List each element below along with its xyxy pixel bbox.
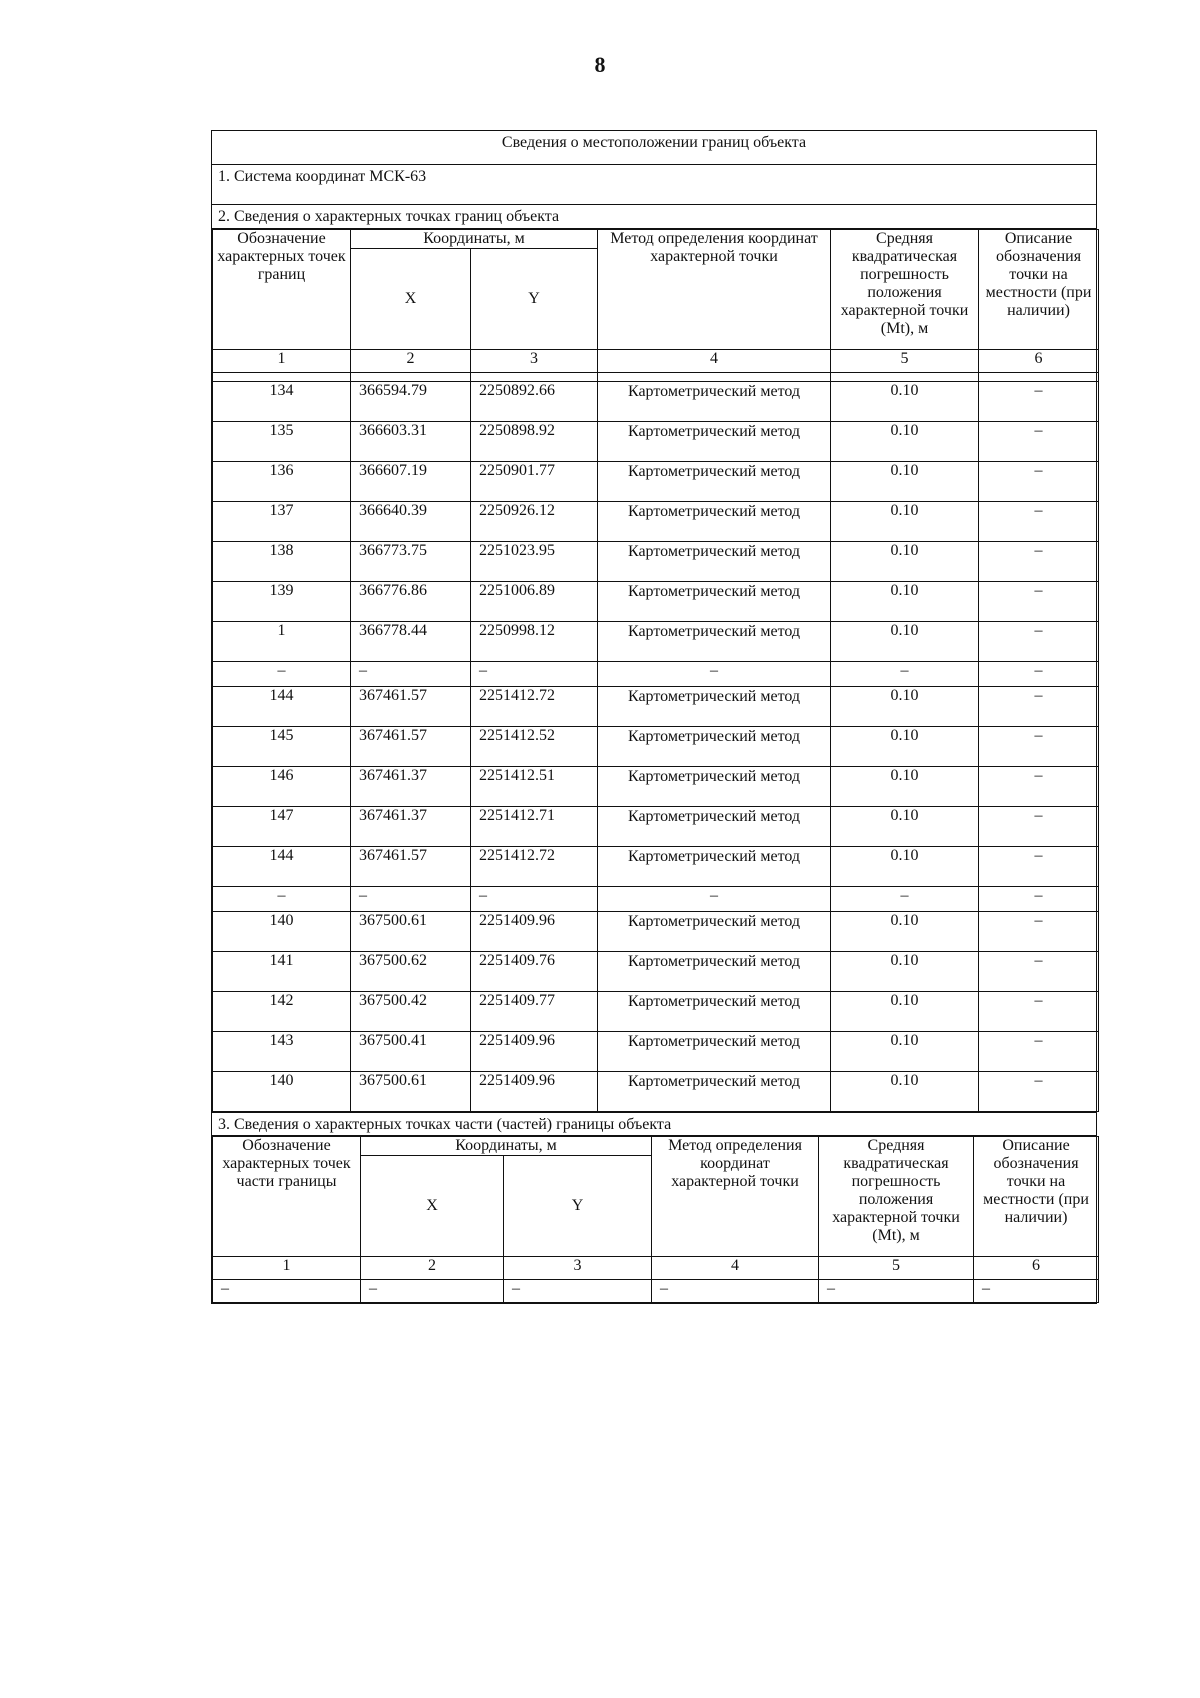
cell-desc: – [979, 767, 1099, 807]
cell-desc: – [979, 382, 1099, 422]
cell-point: – [213, 662, 351, 687]
cell-error: 0.10 [831, 727, 979, 767]
table-row [213, 992, 1099, 1032]
cell-desc: – [979, 727, 1099, 767]
table-row [213, 462, 1099, 502]
cell-point: 145 [213, 727, 351, 767]
header-part-point: Обозначение характерных точек части границы [213, 1137, 361, 1257]
cell-method: Картометрический метод [598, 502, 831, 542]
cell-y: 2250998.12 [471, 622, 598, 662]
cell-error: – [831, 887, 979, 912]
cell-x: 367500.42 [351, 992, 471, 1032]
cell-point: 143 [213, 1032, 351, 1072]
cell-desc: – [979, 992, 1099, 1032]
cell-method: Картометрический метод [598, 847, 831, 887]
cell-y: 2251412.71 [471, 807, 598, 847]
cell-x: 367461.37 [351, 767, 471, 807]
cell-x: – [351, 887, 471, 912]
table-row [213, 847, 1099, 887]
cell-method: – [652, 1280, 819, 1303]
section2-title: 2. Сведения о характерных точках границ объекта [212, 205, 1096, 229]
table-row [213, 952, 1099, 992]
cell-point: 146 [213, 767, 351, 807]
cell-error: 0.10 [831, 382, 979, 422]
cell-desc: – [979, 502, 1099, 542]
table-row [213, 912, 1099, 952]
column-number: 1 [213, 1257, 361, 1280]
cell-method: Картометрический метод [598, 767, 831, 807]
table-row [213, 422, 1099, 462]
header-part-x: X [361, 1156, 504, 1257]
cell-y: 2251412.52 [471, 727, 598, 767]
cell-x: 367500.62 [351, 952, 471, 992]
table-row [213, 542, 1099, 582]
header-x: X [351, 249, 471, 350]
cell-error: 0.10 [831, 952, 979, 992]
cell-x: 366640.39 [351, 502, 471, 542]
cell-y: 2251023.95 [471, 542, 598, 582]
cell-y: 2251412.72 [471, 847, 598, 887]
column-number: 6 [979, 350, 1099, 373]
cell-point: – [213, 887, 351, 912]
table-row [213, 502, 1099, 542]
cell-desc: – [979, 1032, 1099, 1072]
part-boundary-points-table [212, 1136, 1099, 1303]
cell-error: – [831, 662, 979, 687]
cell-method: Картометрический метод [598, 1072, 831, 1112]
table-row [213, 807, 1099, 847]
header-part-method: Метод определения координат характерной точки [652, 1137, 819, 1257]
table-row [213, 687, 1099, 727]
cell-method: Картометрический метод [598, 807, 831, 847]
boundary-sheet [211, 130, 1097, 1304]
cell-error: 0.10 [831, 1032, 979, 1072]
column-number: 5 [819, 1257, 974, 1280]
section3-title: 3. Сведения о характерных точках части (частей) границы объекта [212, 1112, 1096, 1136]
cell-y: – [504, 1280, 652, 1303]
cell-error: 0.10 [831, 542, 979, 582]
cell-x: 366778.44 [351, 622, 471, 662]
cell-y: 2250901.77 [471, 462, 598, 502]
cell-desc: – [979, 662, 1099, 687]
cell-error: 0.10 [831, 1072, 979, 1112]
table-row [213, 727, 1099, 767]
table-row [213, 1032, 1099, 1072]
cell-desc: – [979, 807, 1099, 847]
cell-method: Картометрический метод [598, 912, 831, 952]
cell-desc: – [979, 622, 1099, 662]
cell-x: – [351, 662, 471, 687]
table-row [213, 622, 1099, 662]
page-number: 8 [594, 52, 606, 77]
column-number: 3 [504, 1257, 652, 1280]
column-number: 4 [652, 1257, 819, 1280]
part-column-numbers [213, 1257, 1099, 1280]
table-row [213, 887, 1099, 912]
cell-error: 0.10 [831, 622, 979, 662]
cell-x: 367461.57 [351, 687, 471, 727]
cell-point: 144 [213, 687, 351, 727]
cell-y: 2251412.72 [471, 687, 598, 727]
cell-x: – [361, 1280, 504, 1303]
cell-point: 1 [213, 622, 351, 662]
cell-desc: – [979, 887, 1099, 912]
cell-x: 366603.31 [351, 422, 471, 462]
cell-x: 367461.57 [351, 727, 471, 767]
cell-method: Картометрический метод [598, 382, 831, 422]
cell-point: 141 [213, 952, 351, 992]
header-coords: Координаты, м [351, 230, 598, 249]
table-row [213, 1280, 1099, 1303]
column-numbers [213, 350, 1099, 373]
cell-y: 2251409.76 [471, 952, 598, 992]
cell-x: 367461.57 [351, 847, 471, 887]
cell-error: – [819, 1280, 974, 1303]
cell-y: 2250898.92 [471, 422, 598, 462]
header-error: Средняя квадратическая погрешность положения характерной точки (Mt), м [831, 230, 979, 350]
table-row [213, 767, 1099, 807]
column-number: 1 [213, 350, 351, 373]
cell-point: – [213, 1280, 361, 1303]
table-row [213, 1072, 1099, 1112]
cell-desc: – [974, 1280, 1099, 1303]
column-number: 2 [361, 1257, 504, 1280]
column-number: 5 [831, 350, 979, 373]
table-row [213, 662, 1099, 687]
cell-point: 139 [213, 582, 351, 622]
cell-method: – [598, 662, 831, 687]
cell-desc: – [979, 422, 1099, 462]
cell-method: Картометрический метод [598, 992, 831, 1032]
cell-x: 367461.37 [351, 807, 471, 847]
cell-point: 135 [213, 422, 351, 462]
cell-point: 144 [213, 847, 351, 887]
cell-error: 0.10 [831, 992, 979, 1032]
cell-x: 367500.41 [351, 1032, 471, 1072]
cell-method: Картометрический метод [598, 582, 831, 622]
cell-method: Картометрический метод [598, 1032, 831, 1072]
column-number: 3 [471, 350, 598, 373]
cell-method: – [598, 887, 831, 912]
header-part-desc: Описание обозначения точки на местности (при наличии) [974, 1137, 1099, 1257]
header-part-y: Y [504, 1156, 652, 1257]
header-method: Метод определения координат характерной точки [598, 230, 831, 350]
cell-desc: – [979, 847, 1099, 887]
cell-x: 366594.79 [351, 382, 471, 422]
cell-method: Картометрический метод [598, 542, 831, 582]
cell-method: Картометрический метод [598, 422, 831, 462]
cell-error: 0.10 [831, 422, 979, 462]
cell-desc: – [979, 912, 1099, 952]
table-row [213, 382, 1099, 422]
cell-point: 138 [213, 542, 351, 582]
cell-point: 142 [213, 992, 351, 1032]
cell-point: 147 [213, 807, 351, 847]
cell-method: Картометрический метод [598, 462, 831, 502]
cell-point: 140 [213, 912, 351, 952]
cell-method: Картометрический метод [598, 952, 831, 992]
cell-y: – [471, 887, 598, 912]
table-row [213, 582, 1099, 622]
cell-y: 2251409.96 [471, 1072, 598, 1112]
cell-point: 137 [213, 502, 351, 542]
cell-desc: – [979, 952, 1099, 992]
cell-y: 2251409.96 [471, 1032, 598, 1072]
cell-error: 0.10 [831, 462, 979, 502]
cell-y: 2250926.12 [471, 502, 598, 542]
cell-desc: – [979, 542, 1099, 582]
header-y: Y [471, 249, 598, 350]
cell-error: 0.10 [831, 582, 979, 622]
cell-error: 0.10 [831, 807, 979, 847]
cell-y: – [471, 662, 598, 687]
coordinate-system: 1. Система координат МСК-63 [212, 165, 1096, 205]
column-number: 2 [351, 350, 471, 373]
cell-error: 0.10 [831, 687, 979, 727]
cell-method: Картометрический метод [598, 727, 831, 767]
header-part-error: Средняя квадратическая погрешность положения характерной точки (Mt), м [819, 1137, 974, 1257]
cell-error: 0.10 [831, 502, 979, 542]
cell-y: 2251409.96 [471, 912, 598, 952]
cell-y: 2251412.51 [471, 767, 598, 807]
cell-y: 2250892.66 [471, 382, 598, 422]
cell-point: 136 [213, 462, 351, 502]
cell-y: 2251006.89 [471, 582, 598, 622]
cell-point: 140 [213, 1072, 351, 1112]
boundary-points-table [212, 229, 1099, 1112]
header-point: Обозначение характерных точек границ [213, 230, 351, 350]
cell-desc: – [979, 582, 1099, 622]
cell-x: 366776.86 [351, 582, 471, 622]
cell-error: 0.10 [831, 847, 979, 887]
header-desc: Описание обозначения точки на местности (при наличии) [979, 230, 1099, 350]
cell-y: 2251409.77 [471, 992, 598, 1032]
cell-desc: – [979, 687, 1099, 727]
cell-x: 366607.19 [351, 462, 471, 502]
column-number: 4 [598, 350, 831, 373]
cell-method: Картометрический метод [598, 622, 831, 662]
column-number: 6 [974, 1257, 1099, 1280]
cell-x: 367500.61 [351, 912, 471, 952]
sheet-title: Сведения о местоположении границ объекта [212, 131, 1096, 165]
cell-desc: – [979, 1072, 1099, 1112]
cell-error: 0.10 [831, 767, 979, 807]
cell-x: 367500.61 [351, 1072, 471, 1112]
cell-desc: – [979, 462, 1099, 502]
cell-x: 366773.75 [351, 542, 471, 582]
cell-method: Картометрический метод [598, 687, 831, 727]
header-part-coords: Координаты, м [361, 1137, 652, 1156]
cell-point: 134 [213, 382, 351, 422]
cell-error: 0.10 [831, 912, 979, 952]
